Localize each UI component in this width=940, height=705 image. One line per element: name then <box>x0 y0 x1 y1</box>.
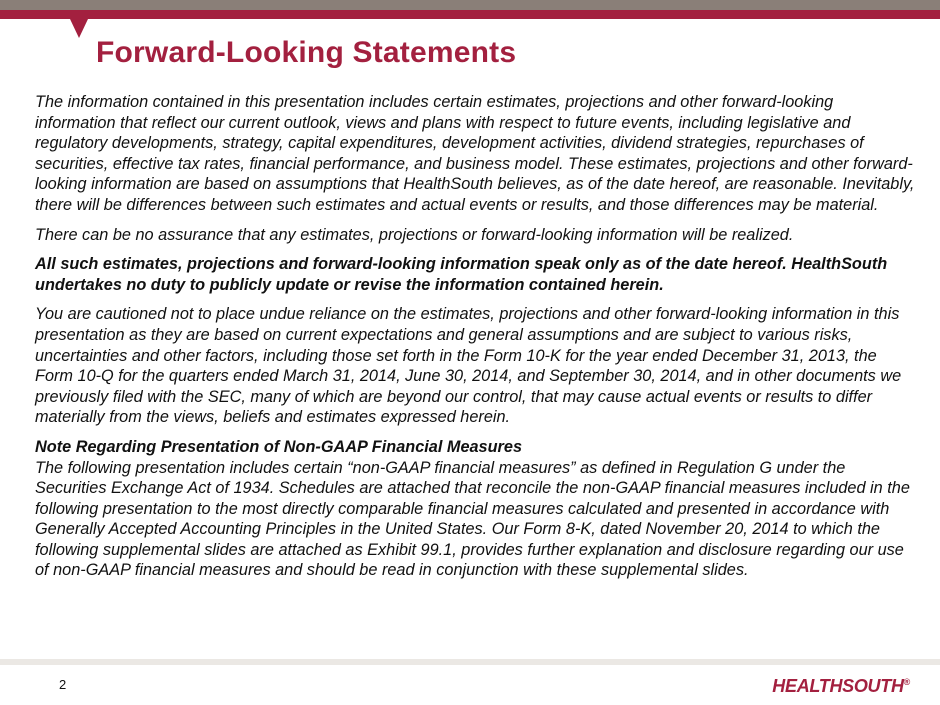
note-section <box>35 437 915 581</box>
registered-mark: ® <box>903 677 910 687</box>
slide-body <box>35 92 915 590</box>
healthsouth-logo <box>772 676 910 697</box>
note-heading: Note Regarding Presentation of Non-GAAP Financial Measures <box>35 437 523 456</box>
paragraph-no-assurance: There can be no assurance that any estimates, projections or forward-looking information will be realized. <box>35 225 794 244</box>
paragraph-date-disclaimer: All such estimates, projections and forward-looking information speak only as of the date hereof. HealthSouth undertakes no duty to publicly update or revise the information contained herein. <box>35 255 888 294</box>
top-red-bar <box>0 10 940 19</box>
paragraph-intro: The information contained in this presentation includes certain estimates, projections and other forward-looking information that reflect our current outlook, views and plans with respect to future events, including legislative and regulatory developments, strategy, capital expenditures, development activities, dividend strategies, repurchases of securities, effective tax rates, financial performance, and business model. These estimates, projections and other forward-looking information are based on assumptions that HealthSouth believes, as of the date hereof, are reasonable. Inevitably, there will be differences between such estimates and actual events or results, and those differences may be material. <box>35 93 915 214</box>
logo-text: HEALTHSOUTH <box>772 676 904 696</box>
corner-tab-decoration <box>70 19 88 38</box>
note-text: The following presentation includes certain “non-GAAP financial measures” as defined in Regulation G under the Securities Exchange Act of 1934. Schedules are attached that reconcile the non-GAAP financial measures included in the following presentation to the most directly comparable financial measures calculated and presented in accordance with Generally Accepted Accounting Principles in the United States. Our Form 8-K, dated November 20, 2014 to which the following supplemental slides are attached as Exhibit 99.1, provides further explanation and disclosure regarding our use of non-GAAP financial measures and should be read in conjunction with these supplemental slides. <box>35 458 910 580</box>
page-number: 2 <box>59 677 67 692</box>
slide-title: Forward-Looking Statements <box>96 36 517 69</box>
paragraph-caution: You are cautioned not to place undue reliance on the estimates, projections and other forward-looking information in this presentation as they are based on current expectations and general assumptions and are subject to various risks, uncertainties and other factors, including those set forth in the Form 10-K for the year ended December 31, 2013, the Form 10-Q for the quarters ended March 31, 2014, June 30, 2014, and September 30, 2014, and in other documents we previously filed with the SEC, many of which are beyond our control, that may cause actual events or results to differ materially from the views, beliefs and estimates expressed herein. <box>35 305 902 427</box>
top-gray-bar <box>0 0 940 10</box>
bottom-bar <box>0 659 940 665</box>
